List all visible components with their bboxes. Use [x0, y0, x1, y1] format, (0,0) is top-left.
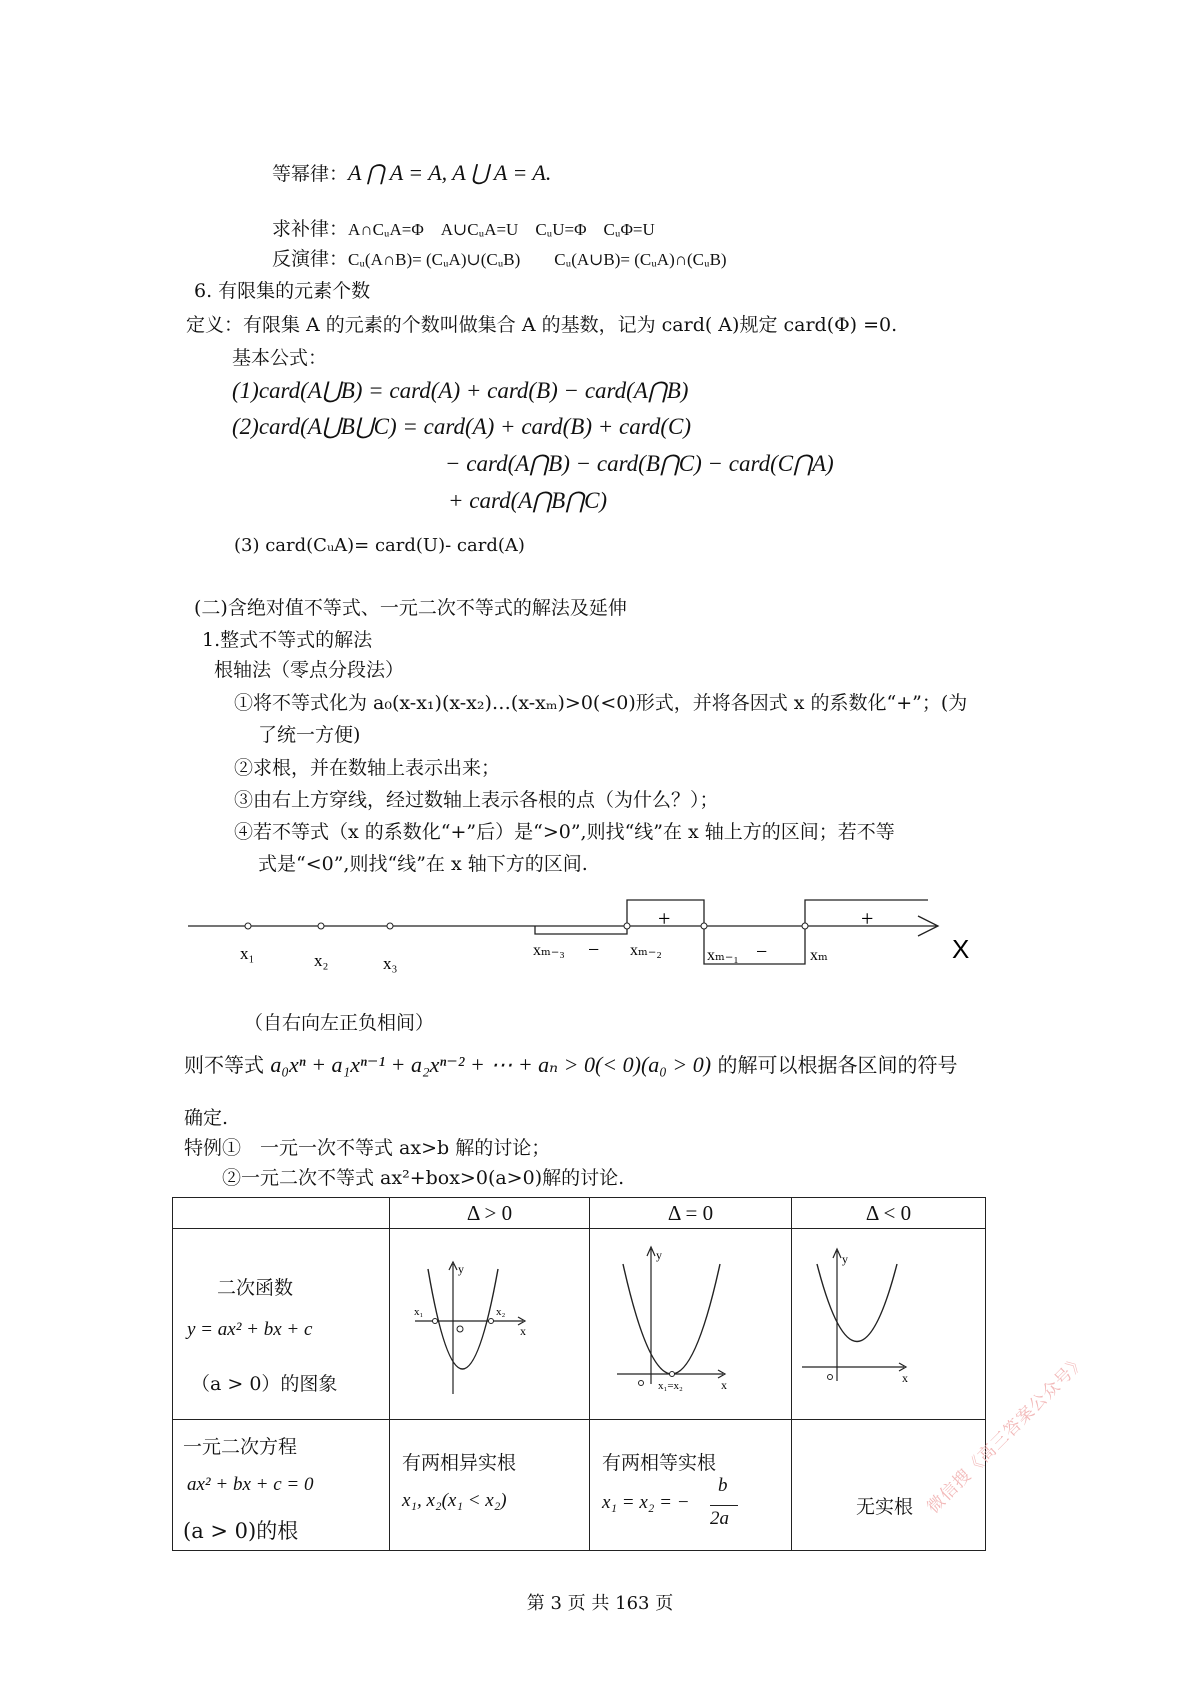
graph-delta-negative-cell — [792, 1229, 986, 1420]
section6-definition: 定义：有限集 A 的元素的个数叫做集合 A 的基数，记为 card( A)规定 card(Φ) =0. — [186, 314, 898, 336]
graph1-y-label: y — [458, 1262, 464, 1276]
root-label-xm1: xₘ₋₁ — [707, 947, 739, 964]
root-label-xm3: xₘ₋₃ — [533, 942, 565, 959]
parabola-no-roots — [792, 1229, 985, 1419]
graph2-x1x2-label: x₁=x₂ — [658, 1380, 683, 1392]
graph2-x-label: x — [721, 1378, 727, 1392]
fraction-bar — [710, 1505, 738, 1506]
row1-label-cell — [173, 1229, 390, 1420]
part2-sub1: 1.整式不等式的解法 — [202, 629, 373, 651]
graph-delta-positive-cell — [390, 1229, 590, 1420]
formula-3: (3) card(CᵤA)= card(U)- card(A) — [234, 535, 525, 556]
step1-line1: ①将不等式化为 a₀(x-x₁)(x-x₂)…(x-xₘ)>0(<0)形式，并将各因式 x 的系数化“+”；(为 — [234, 692, 968, 714]
step1-line2: 了统一方便) — [258, 724, 361, 746]
header-delta-positive: Δ > 0 — [390, 1198, 590, 1229]
root-label-x1: x₁ — [240, 944, 255, 963]
table-row-roots — [173, 1420, 986, 1551]
idempotent-formula: A ⋂ A = A, A ⋃ A = A. — [348, 160, 552, 185]
table-header-row — [173, 1198, 986, 1229]
step3: ③由右上方穿线，经过数轴上表示各根的点（为什么？）； — [234, 789, 719, 811]
watermark: 微信搜《高三答案公众号》 — [923, 1350, 1091, 1518]
distinct-roots-formula: x₁, x₂(x₁ < x₂) — [402, 1490, 507, 1511]
root-point — [245, 923, 251, 929]
root-point — [624, 923, 630, 929]
sentence-end: 确定. — [184, 1107, 229, 1129]
sign-minus-1: − — [588, 939, 600, 961]
page-footer: 第 3 页 共 163 页 — [526, 1593, 674, 1614]
root-label-x2: x₂ — [314, 951, 329, 970]
header-delta-zero: Δ = 0 — [590, 1198, 792, 1229]
root-point — [701, 923, 707, 929]
equal-roots-formula: x₁ = x₂ = − — [602, 1492, 690, 1513]
complement-formula: A∩CᵤA=Φ A∪CᵤA=U CᵤU=Φ CᵤΦ=U — [348, 220, 655, 239]
row1-label-line2: y = ax² + bx + c — [187, 1319, 313, 1340]
row1-label-line1: 二次函数 — [217, 1277, 294, 1299]
root-label-xm2: xₘ₋₂ — [630, 942, 662, 959]
sentence-formula: a₀xⁿ + a₁xⁿ⁻¹ + a₂xⁿ⁻² + ⋯ + aₙ > 0(< 0)(a₀ > 0) — [270, 1052, 712, 1077]
graph1-x2-label: x₂ — [496, 1306, 506, 1318]
diagram-caption: （自右向左正负相间） — [244, 1012, 435, 1034]
root-point — [387, 923, 393, 929]
parabola-double-root — [590, 1229, 791, 1419]
table-row-graph — [173, 1229, 986, 1420]
formula-2-line-2: − card(A⋂B) − card(B⋂C) − card(C⋂A) — [445, 451, 834, 476]
fraction-numerator: b — [718, 1475, 728, 1496]
special-case-2: ②一元二次不等式 ax²+box>0(a>0)解的讨论. — [222, 1167, 625, 1189]
sign-plus-2: + — [861, 906, 874, 931]
row2-label-line1: 一元二次方程 — [183, 1436, 298, 1458]
quadratic-table — [172, 1197, 986, 1551]
sign-minus-2: − — [756, 941, 768, 963]
header-cell-empty — [173, 1198, 390, 1229]
demorgan-formula: Cᵤ(A∩B)= (CᵤA)∪(CᵤB) Cᵤ(A∪B)= (CᵤA)∩(CᵤB) — [348, 250, 727, 269]
equal-roots-text: 有两相等实根 — [602, 1452, 717, 1474]
complement-label: 求补律： — [272, 218, 349, 240]
section6-heading: 6. 有限集的元素个数 — [194, 280, 371, 302]
idempotent-label: 等幂律： — [272, 163, 349, 185]
graph2-y-label: y — [656, 1248, 662, 1262]
basic-formula-label: 基本公式： — [232, 347, 328, 369]
root-point — [318, 923, 324, 929]
header-delta-negative: Δ < 0 — [792, 1198, 986, 1229]
graph3-y-label: y — [842, 1252, 848, 1266]
step2: ②求根，并在数轴上表示出来； — [234, 757, 501, 779]
step4-line2: 式是“<0”,则找“线”在 x 轴下方的区间. — [258, 853, 588, 875]
root-label-xm: xₘ — [810, 947, 828, 964]
row2-label-line3: (a > 0)的根 — [183, 1519, 299, 1543]
graph1-x-label: x — [520, 1324, 526, 1338]
formula-2-line-1: (2)card(A⋃B⋃C) = card(A) + card(B) + card(C) — [232, 414, 691, 439]
sentence-prefix: 则不等式 — [184, 1053, 264, 1077]
method-title: 根轴法（零点分段法） — [214, 659, 405, 681]
step4-line1: ④若不等式（x 的系数化“+”后）是“>0”,则找“线”在 x 轴上方的区间；若不等 — [234, 821, 895, 843]
root-point — [802, 923, 808, 929]
parabola-two-roots — [390, 1229, 589, 1419]
special-case-1: 特例① 一元一次不等式 ax>b 解的讨论； — [184, 1137, 551, 1159]
fraction-denominator: 2a — [710, 1508, 729, 1529]
row1-label-line3: （a > 0）的图象 — [191, 1373, 338, 1395]
row2-label-cell — [173, 1420, 390, 1551]
roots-delta-zero-cell — [590, 1420, 792, 1551]
graph3-x-label: x — [902, 1371, 908, 1385]
roots-delta-positive-cell — [390, 1420, 590, 1551]
sentence-suffix: 的解可以根据各区间的符号 — [717, 1053, 958, 1077]
row2-label-line2: ax² + bx + c = 0 — [187, 1474, 314, 1495]
sign-plus-1: + — [658, 906, 671, 931]
distinct-roots-text: 有两相异实根 — [402, 1452, 517, 1474]
part2-heading: (二)含绝对值不等式、一元二次不等式的解法及延伸 — [194, 597, 627, 619]
graph1-x1-label: x₁ — [414, 1306, 424, 1318]
demorgan-label: 反演律： — [272, 248, 349, 270]
graph-delta-zero-cell — [590, 1229, 792, 1420]
formula-1: (1)card(A⋃B) = card(A) + card(B) − card(A⋂B) — [232, 378, 689, 403]
root-axis-diagram — [180, 880, 980, 980]
no-real-roots-text: 无实根 — [856, 1496, 914, 1518]
formula-2-line-3: + card(A⋂B⋂C) — [448, 488, 608, 513]
axis-label: X — [952, 934, 970, 964]
root-label-x3: x₃ — [383, 954, 398, 973]
